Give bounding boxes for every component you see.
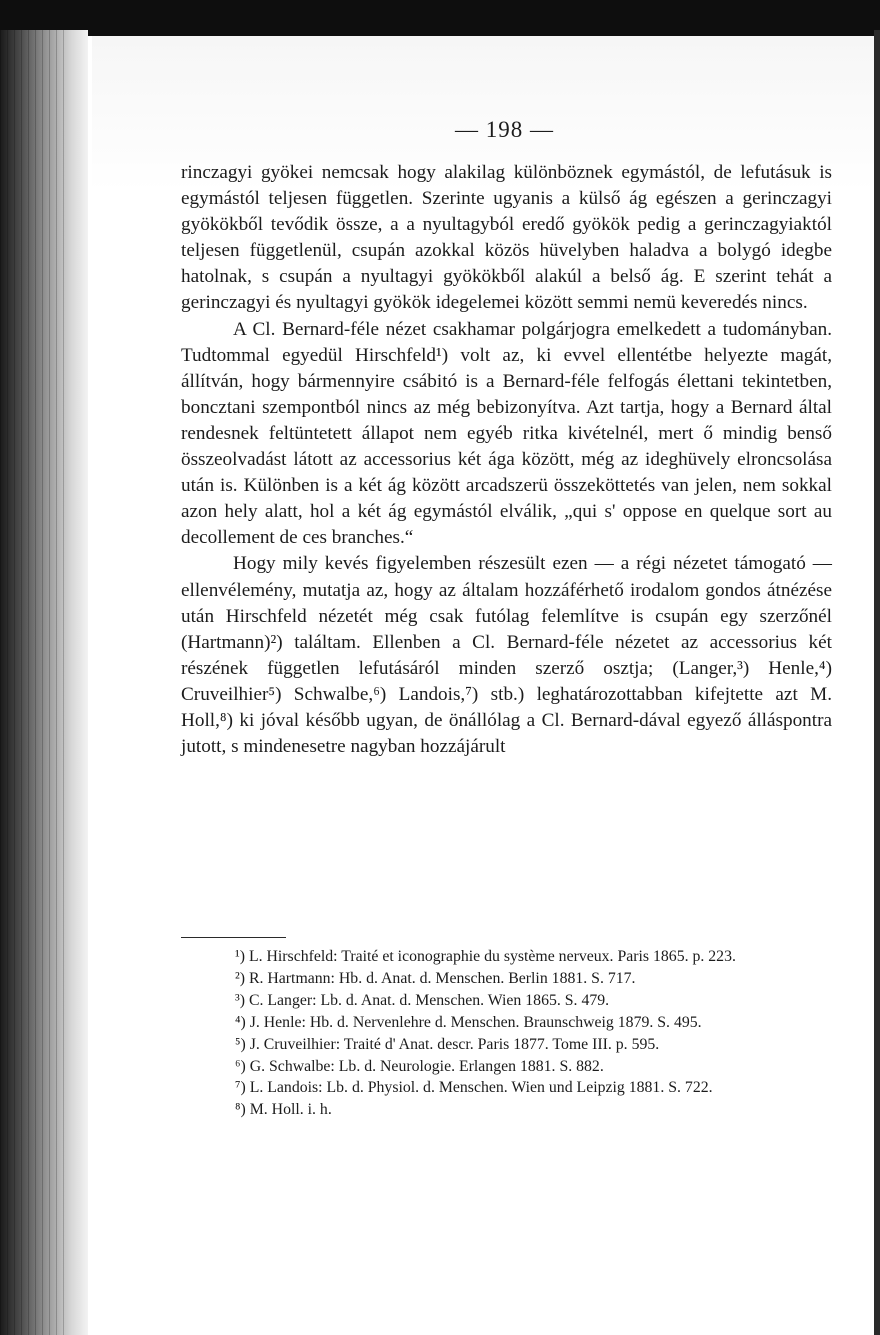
page-edges-texture xyxy=(0,30,70,1335)
scan-top-border xyxy=(0,0,880,36)
page-number: — 198 — xyxy=(455,117,554,142)
paragraph-3: Hogy mily kevés figyelemben részesült ezen — a régi nézetet támogató — ellenvélemény, mutatja az, hogy az általam hozzáférhető irodalom gondos átnézése után Hirschfeld nézetét még csak futólag felemlítve is csupán egy szerzőnél (Hartmann)²) találtam. Ellenben a Cl. Bernard-féle nézetet az accessorius két részének független lefutásáról minden szerző osztja; (Langer,³) Henle,⁴) Cruveilhier⁵) Schwalbe,⁶) Landois,⁷) stb.) leghatározottabban kifejtette azt M. Holl,⁸) ki jóval később ugyan, de önállólag a Cl. Bernard-dával egyező álláspontra jutott, s mindenesetre nagyban hozzájárult xyxy=(181,553,832,758)
footnote-2: ²) R. Hartmann: Hb. d. Anat. d. Menschen. Berlin 1881. S. 717. xyxy=(235,969,636,987)
paragraph-2: A Cl. Bernard-féle nézet csakhamar polgárjogra emelkedett a tudományban. Tudtommal egyedül Hirschfeld¹) volt az, ki evvel ellentétbe helyezte magát, állítván, hogy bármennyire csábitó is a Bernard-féle felfogás élettani tekintetben, boncztani szempontból nincs az még bebizonyítva. Azt tartja, hogy a Bernard által rendesnek feltüntetett állapot nem egyéb ritka kivételnél, mert ő mindig benső összeolvadást látott az accessorius két ága között, még az ideghüvely elroncsolása után is. Különben is a két ág között arcadszerü összeköttetés van jelen, nem sokkal azon hely alatt, hol a két ág egymástól elválik, „qui s' oppose en quelque sort au decollement de ces branches.“ xyxy=(181,318,832,549)
footnote-7: ⁷) L. Landois: Lb. d. Physiol. d. Menschen. Wien und Leipzig 1881. S. 722. xyxy=(235,1079,713,1097)
footnotes xyxy=(181,946,832,1121)
body-text xyxy=(181,160,832,760)
footnote-4: ⁴) J. Henle: Hb. d. Nervenlehre d. Menschen. Braunschweig 1879. S. 495. xyxy=(235,1013,702,1031)
paragraph-1: rinczagyi gyökei nemcsak hogy alakilag különböznek egymástól, de lefutásuk is egymástól teljesen független. Szerinte ugyanis a külső ág egészen a gerinczagyi gyökökből tevődik össze, a a nyultagyból eredő gyökök pedig a gerinczagyiaktól teljesen függetlenül, csupán azokkal közös hüvelyben haladva a bolygó idegbe hatolnak, s csupán a nyultagyi gyökökből alakúl a belső ág. E szerint tehát a gerinczagyi és nyultagyi gyökök idegelemei között semmi nemü keveredés nincs. xyxy=(181,162,832,314)
footnote-8: ⁸) M. Holl. i. h. xyxy=(235,1101,332,1119)
footnote-3: ³) C. Langer: Lb. d. Anat. d. Menschen. Wien 1865. S. 479. xyxy=(235,991,610,1009)
footnote-1: ¹) L. Hirschfeld: Traité et iconographie du système nerveux. Paris 1865. p. 223. xyxy=(235,948,736,965)
footnote-5: ⁵) J. Cruveilhier: Traité d' Anat. descr. Paris 1877. Tome III. p. 595. xyxy=(235,1035,660,1053)
scan-right-border xyxy=(874,30,880,1335)
footnote-separator xyxy=(181,937,286,938)
footnote-6: ⁶) G. Schwalbe: Lb. d. Neurologie. Erlangen 1881. S. 882. xyxy=(235,1057,604,1075)
